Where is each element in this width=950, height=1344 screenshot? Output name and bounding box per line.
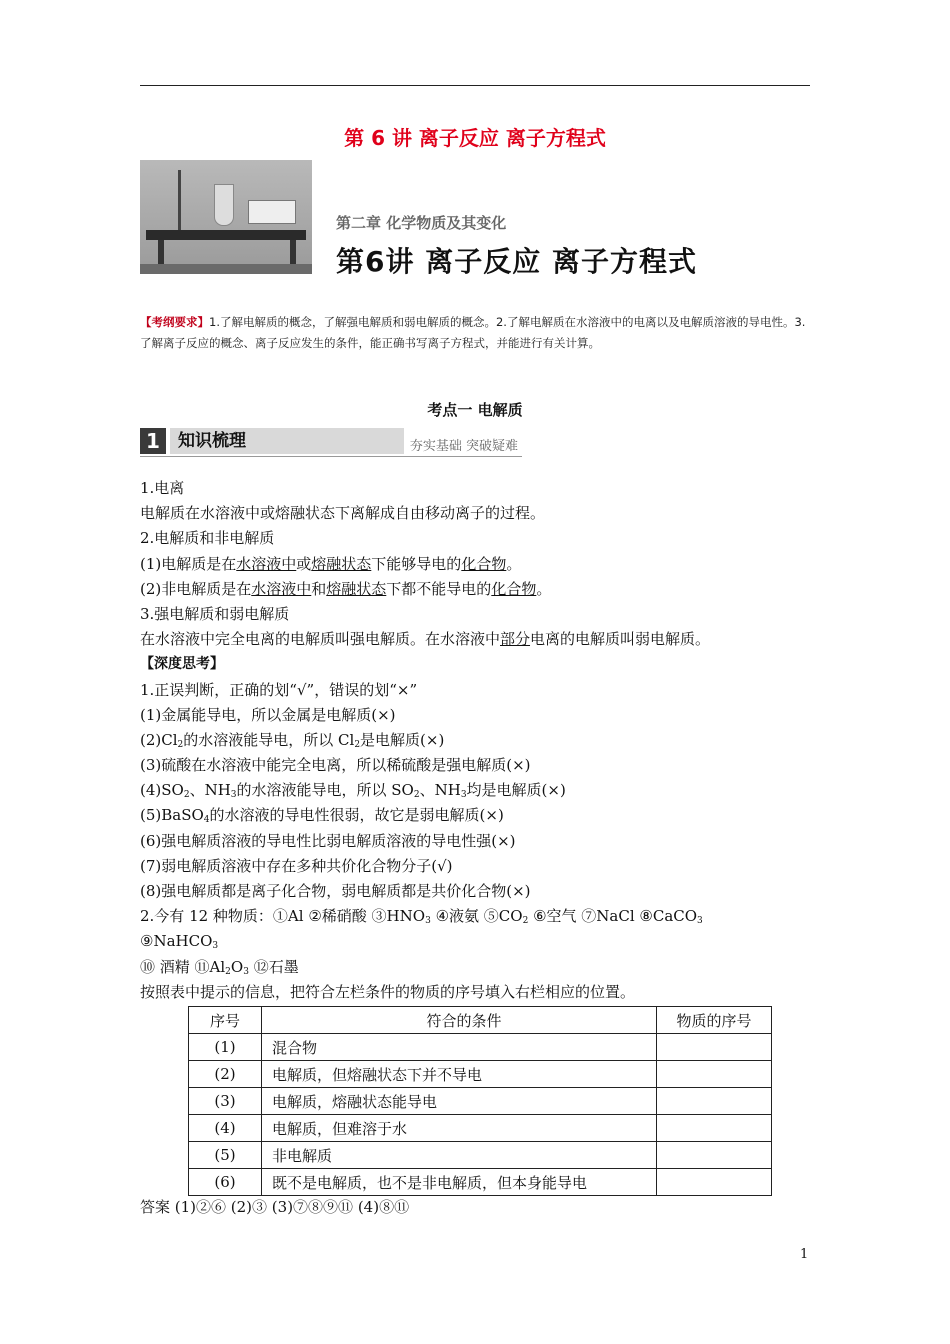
judgment-4: $(4)SO_2$、$NH_3$的水溶液能导电，所以 $SO_2$、$NH_3$均是电解质(×) <box>140 781 566 801</box>
table-row <box>189 1088 772 1115</box>
table-header: 符合的条件 <box>262 1007 657 1034</box>
answer: 答案 (1)②⑥ (2)③ (3)⑦⑧⑨⑪ (4)⑧⑪ <box>140 1198 410 1216</box>
judgment-2: $(2)Cl_2$的水溶液能导电，所以 $Cl_2$是电解质(×) <box>140 730 445 750</box>
syllabus-text: 1.了解电解质的概念，了解强电解质和弱电解质的概念。2.了解电解质在水溶液中的电离以及电解质溶液的导电性。3.了解离子反应的概念、离子反应发生的条件，能正确书写离子方程式，并能进行有关计算。 <box>140 315 806 350</box>
table-row <box>189 1169 772 1196</box>
table-cell <box>657 1142 772 1169</box>
lab-photo <box>140 160 312 274</box>
table-cell <box>657 1088 772 1115</box>
lesson-title: 第 6 讲 离子反应 离子方程式 <box>344 126 606 150</box>
table-header-row <box>189 1007 772 1034</box>
table-cell: 电解质，但熔融状态下并不导电 <box>262 1061 657 1088</box>
table-cell: (5) <box>189 1142 262 1169</box>
body-text <box>140 476 820 1005</box>
table-row <box>189 1061 772 1088</box>
paragraph: 电解质在水溶液中或熔融状态下离解成自由移动离子的过程。 <box>140 504 546 523</box>
table-cell <box>657 1115 772 1142</box>
judgment-1: (1)金属能导电，所以金属是电解质(×) <box>140 705 396 724</box>
heading-strong-weak: 3.强电解质和弱电解质 <box>140 604 290 623</box>
judgment-7: (7)弱电解质溶液中存在多种共价化合物分子(√) <box>140 856 453 875</box>
chapter-banner <box>140 160 810 278</box>
table-cell <box>657 1169 772 1196</box>
page-number: 1 <box>800 1247 809 1262</box>
question-2-cont: ⑨NaHCO$_3$ <box>140 932 219 952</box>
table-cell: 混合物 <box>262 1034 657 1061</box>
table-cell: (2) <box>189 1061 262 1088</box>
heading-ionization: 1.电离 <box>140 479 185 497</box>
table-row <box>189 1142 772 1169</box>
banner-title: 第6讲 离子反应 离子方程式 <box>336 245 697 278</box>
table-cell: 电解质，但难溶于水 <box>262 1115 657 1142</box>
knowledge-number: 1 <box>140 428 166 454</box>
top-rule <box>140 85 810 86</box>
heading-electrolyte: 2.电解质和非电解质 <box>140 529 275 548</box>
table-header: 序号 <box>189 1007 262 1034</box>
table-cell <box>657 1034 772 1061</box>
judgment-6: (6)强电解质溶液的导电性比弱电解质溶液的导电性强(×) <box>140 831 516 850</box>
banner-chapter: 第二章 化学物质及其变化 <box>336 214 507 232</box>
section-heading: 考点一 电解质 <box>427 401 523 419</box>
table-cell <box>657 1061 772 1088</box>
table-cell: (4) <box>189 1115 262 1142</box>
judgment-5: (5)BaSO$_4$的水溶液的导电性很弱，故它是弱电解质(×) <box>140 806 504 826</box>
judgment-8: (8)强电解质都是离子化合物，弱电解质都是共价化合物(×) <box>140 882 531 900</box>
syllabus-requirements <box>140 312 812 354</box>
paragraph: 在水溶液中完全电离的电解质叫强电解质。在水溶液中部分电离的电解质叫弱电解质。 <box>140 630 711 649</box>
table-cell: (6) <box>189 1169 262 1196</box>
table-cell: 电解质，熔融状态能导电 <box>262 1088 657 1115</box>
table-cell: (1) <box>189 1034 262 1061</box>
knowledge-title: 知识梳理 <box>170 428 404 454</box>
question-1: 1.正误判断，正确的划“√”，错误的划“×” <box>140 680 418 699</box>
definition-electrolyte: (1)电解质是在水溶液中或熔融状态下能够导电的化合物。 <box>140 554 522 573</box>
definition-nonelectrolyte: (2)非电解质是在水溶液中和熔融状态下都不能导电的化合物。 <box>140 579 552 598</box>
table-cell: 非电解质 <box>262 1142 657 1169</box>
knowledge-bar <box>140 428 522 457</box>
table-header: 物质的序号 <box>657 1007 772 1034</box>
question-2: 2.今有 12 种物质：①Al ②稀硝酸 $③HNO_3$ ④液氨 $⑤CO_2$ ⑥空气 ⑦NaCl ⑧CaCO$_3$ <box>140 907 703 927</box>
table-cell: (3) <box>189 1088 262 1115</box>
syllabus-tag: 【考纲要求】 <box>140 315 209 329</box>
table-cell: 既不是电解质，也不是非电解质，但本身能导电 <box>262 1169 657 1196</box>
deep-thinking-tag: 【深度思考】 <box>140 656 224 673</box>
question-2-cont: ⑩ 酒精 $⑪Al_2O_3$ ⑫石墨 <box>140 957 299 977</box>
table-instruction: 按照表中提示的信息，把符合左栏条件的物质的序号填入右栏相应的位置。 <box>140 982 636 1001</box>
table-row <box>189 1034 772 1061</box>
knowledge-subtitle: 夯实基础 突破疑难 <box>409 439 518 454</box>
table-row <box>189 1115 772 1142</box>
classification-table <box>188 1006 772 1196</box>
judgment-3: (3)硫酸在水溶液中能完全电离，所以稀硫酸是强电解质(×) <box>140 756 531 775</box>
